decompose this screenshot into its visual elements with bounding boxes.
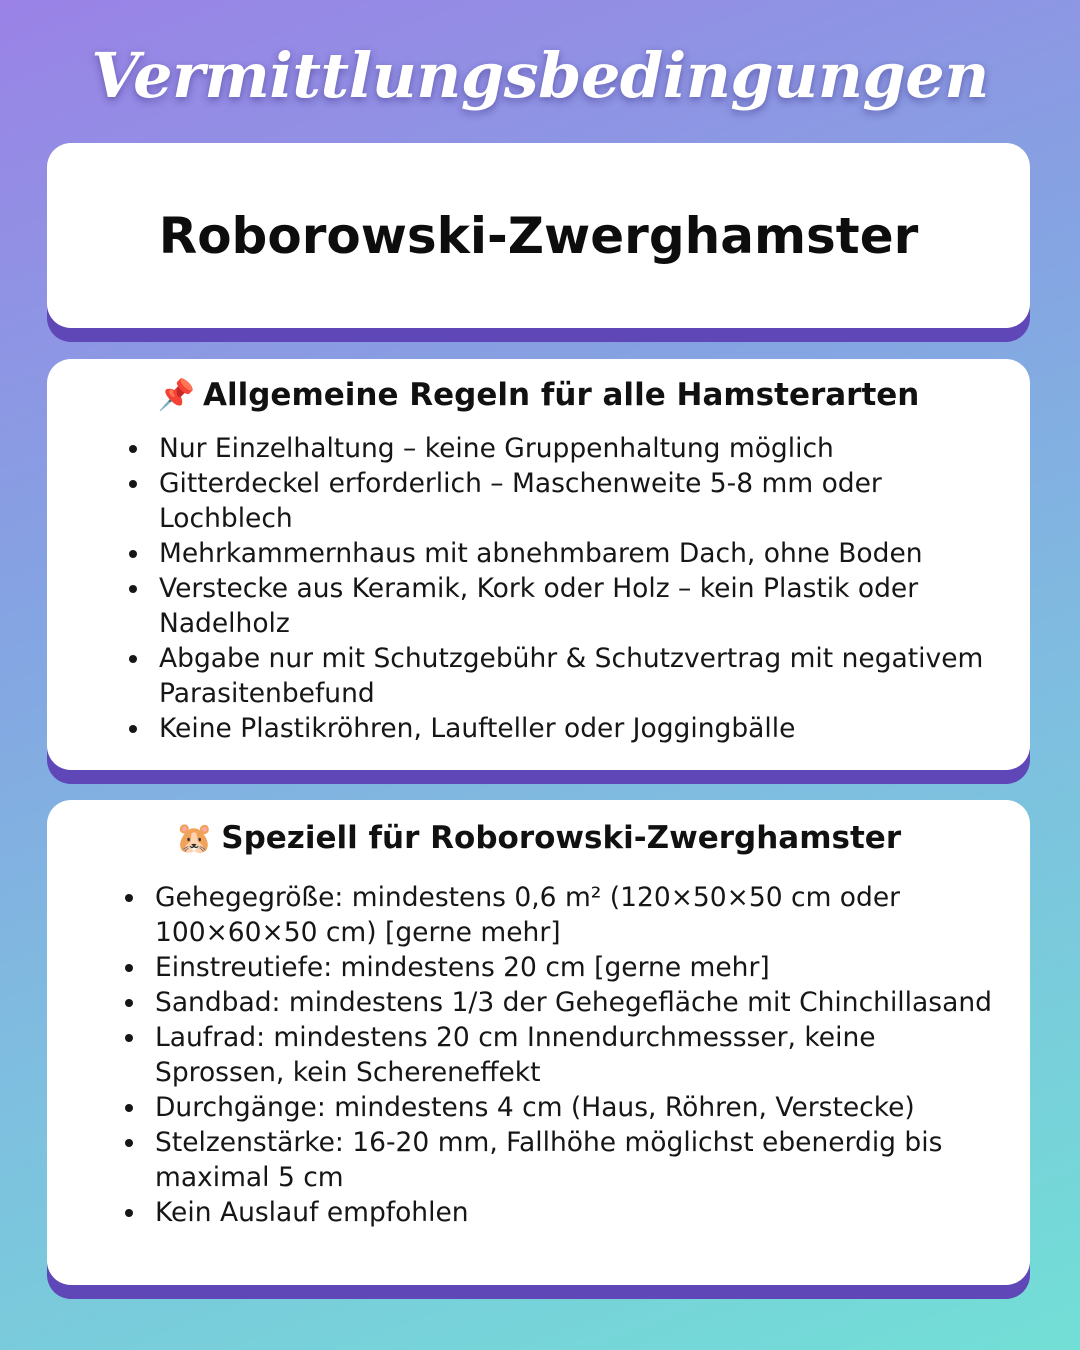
list-item: Gitterdeckel erforderlich – Maschenweite 5-8 mm oder Lochblech bbox=[155, 466, 1005, 536]
special-rules-heading-text: Speziell für Roborowski-Zwerghamster bbox=[221, 820, 902, 856]
special-rules-list bbox=[151, 880, 1001, 1230]
list-item: Sandbad: mindestens 1/3 der Gehegefläche mit Chinchillasand bbox=[151, 985, 1001, 1020]
page-title: Vermittlungsbedingungen bbox=[91, 39, 989, 112]
list-item: Einstreutiefe: mindestens 20 cm [gerne mehr] bbox=[151, 950, 1001, 985]
list-item: Nur Einzelhaltung – keine Gruppenhaltung möglich bbox=[155, 431, 1005, 466]
species-card bbox=[47, 143, 1030, 328]
general-rules-heading bbox=[47, 377, 1030, 413]
pushpin-icon: 📌 bbox=[157, 378, 195, 413]
list-item: Keine Plastikröhren, Laufteller oder Joggingbälle bbox=[155, 711, 1005, 746]
general-rules-card bbox=[47, 359, 1030, 770]
list-item: Gehegegröße: mindestens 0,6 m² (120×50×50 cm oder 100×60×50 cm) [gerne mehr] bbox=[151, 880, 1001, 950]
list-item: Verstecke aus Keramik, Kork oder Holz – kein Plastik oder Nadelholz bbox=[155, 571, 1005, 641]
hamster-icon: 🐹 bbox=[175, 821, 214, 856]
list-item: Durchgänge: mindestens 4 cm (Haus, Röhren, Verstecke) bbox=[151, 1090, 1001, 1125]
list-item: Abgabe nur mit Schutzgebühr & Schutzvertrag mit negativem Parasitenbefund bbox=[155, 641, 1005, 711]
list-item: Stelzenstärke: 16-20 mm, Fallhöhe möglichst ebenerdig bis maximal 5 cm bbox=[151, 1125, 1001, 1195]
list-item: Kein Auslauf empfohlen bbox=[151, 1195, 1001, 1230]
general-rules-heading-text: Allgemeine Regeln für alle Hamsterarten bbox=[202, 377, 920, 413]
special-rules-heading bbox=[47, 820, 1030, 856]
general-rules-list bbox=[155, 431, 1005, 746]
list-item: Laufrad: mindestens 20 cm Innendurchmessser, keine Sprossen, kein Schereneffekt bbox=[151, 1020, 1001, 1090]
special-rules-card bbox=[47, 800, 1030, 1285]
list-item: Mehrkammernhaus mit abnehmbarem Dach, ohne Boden bbox=[155, 536, 1005, 571]
species-name: Roborowski-Zwerghamster bbox=[158, 206, 919, 265]
